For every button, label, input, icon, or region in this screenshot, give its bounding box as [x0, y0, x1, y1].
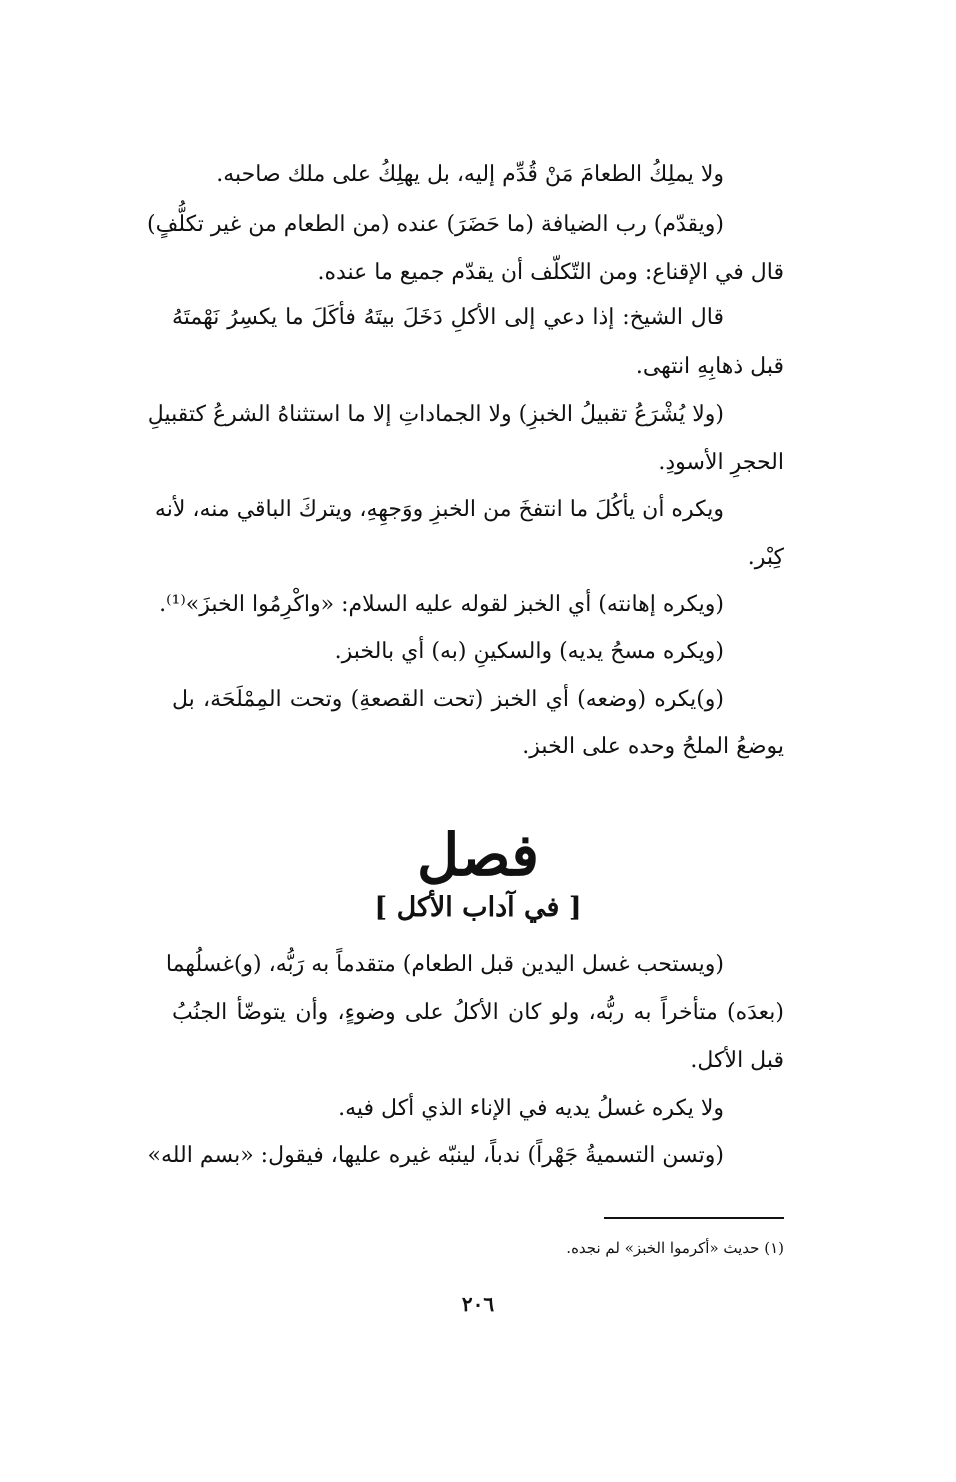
text-line: (و)يكره (وضعه) أي الخبز (تحت القصعةِ) وتحت المِمْلَحَة، بل — [172, 687, 724, 712]
footnote-separator — [604, 1217, 784, 1219]
section-title: فصل — [417, 821, 539, 889]
text-line: يوضعُ الملحُ وحده على الخبز. — [522, 734, 784, 759]
text-line: قال الشيخ: إذا دعي إلى الأكلِ دَخَلَ بيتَهُ فأكَلَ ما يكسِرُ نَهْمتَهُ — [172, 305, 724, 330]
text-line: ويكره أن يأكُلَ ما انتفخَ من الخبزِ ووَجهِهِ، ويتركَ الباقي منه، لأنه — [154, 497, 724, 522]
text-line: قال في الإقناع: ومن التّكلّف أن يقدّم جميع ما عنده. — [317, 260, 784, 285]
text-line: (ويكره مسحُ يديه) والسكينِ (به) أي بالخبز. — [334, 639, 724, 664]
text-line: الحجرِ الأسودِ. — [658, 450, 784, 475]
footnote: (١) حديث «أكرموا الخبز» لم نجده. — [566, 1239, 784, 1257]
text-line: (وتسن التسميةُ جَهْراً) ندباً، لينبّه غيره عليها، فيقول: «بسم الله» — [147, 1143, 724, 1168]
section-subtitle: [ في آداب الأكل ] — [374, 892, 582, 923]
text-line: (ويستحب غسل اليدين قبل الطعام) متقدماً به رَبُّه، (و)غسلُهما — [165, 952, 724, 977]
text-line: (ولا يُشْرَعُ تقبيلُ الخبزِ) ولا الجماداتِ إلا ما استثناهُ الشرعُ كتقبيلِ — [147, 402, 724, 427]
text-line: (ويكره إهانته) أي الخبز لقوله عليه السلام: «واكْرِمُوا الخبزَ»⁽¹⁾. — [159, 592, 724, 617]
text-line: قبل الأكل. — [690, 1048, 784, 1073]
text-line: كِبْر. — [747, 545, 784, 570]
text-line: ولا يكره غسلُ يديه في الإناء الذي أكل فيه. — [338, 1096, 724, 1121]
text-line: (ويقدّم) رب الضيافة (ما حَضَرَ) عنده (من الطعام من غير تكلُّفٍ) — [147, 212, 724, 237]
text-line: ولا يملِكُ الطعامَ مَنْ قُدِّم إليه، بل يهلِكُ على ملك صاحبه. — [216, 162, 724, 187]
text-line: (بعدَه) متأخراً به ربُّه، ولو كان الأكلُ على وضوءٍ، وأن يتوضّأ الجنُبُ — [172, 1000, 784, 1025]
page-number: ٢٠٦ — [461, 1292, 495, 1316]
text-line: قبل ذهابِهِ انتهى. — [635, 354, 784, 379]
